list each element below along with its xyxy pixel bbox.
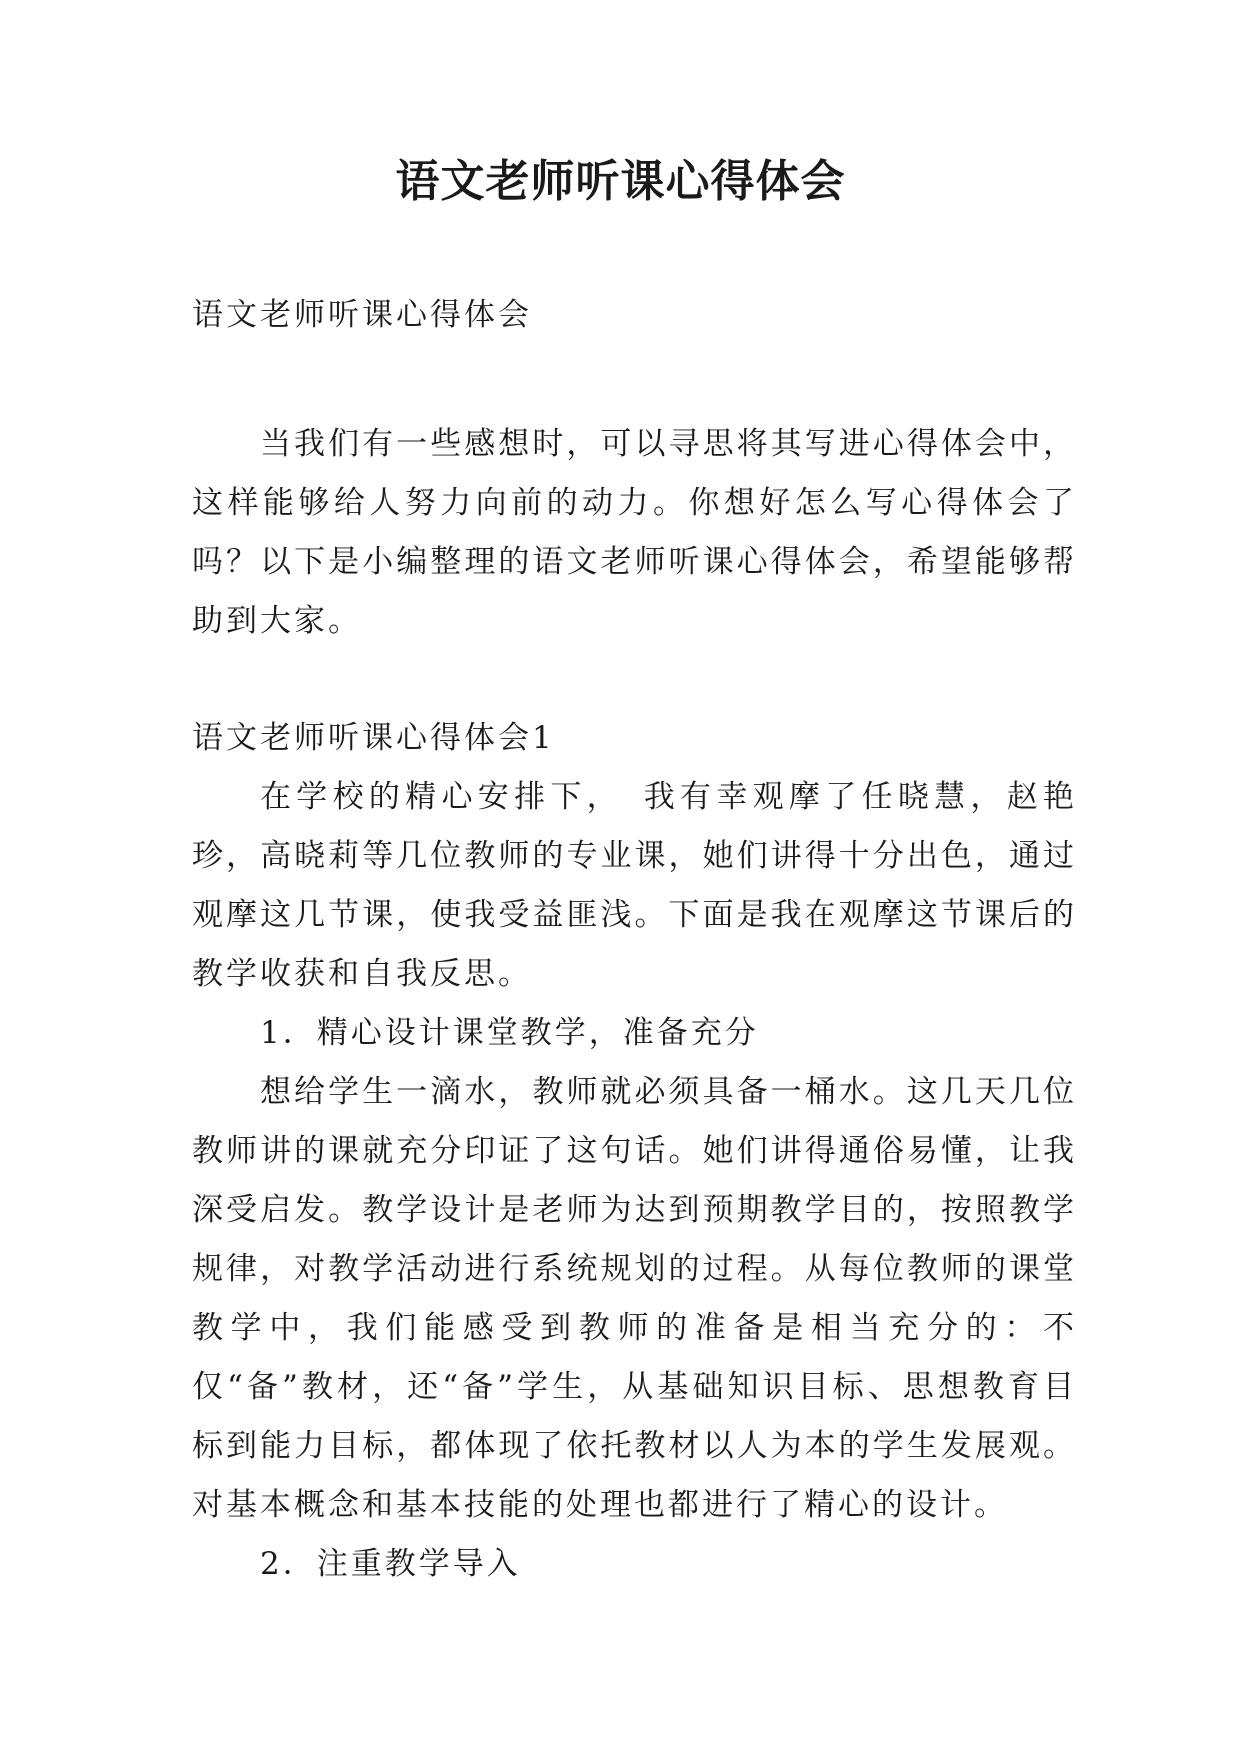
numbered-heading: 2．注重教学导入	[260, 1546, 521, 1582]
document-subtitle: 语文老师听课心得体会	[192, 297, 532, 333]
page-title: 语文老师听课心得体会	[395, 156, 846, 207]
numbered-heading: 1．精心设计课堂教学，准备充分	[260, 1015, 759, 1051]
document-body	[192, 286, 1077, 1594]
section-heading: 语文老师听课心得体会1	[192, 720, 555, 756]
body-paragraph: 在学校的精心安排下， 我有幸观摩了任晓慧，赵艳珍，高晓莉等几位教师的专业课，她们讲得十分出色，通过观摩这几节课，使我受益匪浅。下面是我在观摩这节课后的教学收获和自我反思。	[192, 779, 1077, 992]
body-paragraph: 想给学生一滴水，教师就必须具备一桶水。这几天几位教师讲的课就充分印证了这句话。她们讲得通俗易懂，让我深受启发。教学设计是老师为达到预期教学目的，按照教学规律，对教学活动进行系统规划的过程。从每位教师的课堂教学中，我们能感受到教师的准备是相当充分的：不仅“备”教材，还“备”学生，从基础知识目标、思想教育目标到能力目标，都体现了依托教材以人为本的学生发展观。对基本概念和基本技能的处理也都进行了精心的设计。	[192, 1074, 1077, 1523]
intro-paragraph: 当我们有一些感想时，可以寻思将其写进心得体会中，这样能够给人努力向前的动力。你想好怎么写心得体会了吗？以下是小编整理的语文老师听课心得体会，希望能够帮助到大家。	[192, 426, 1077, 639]
